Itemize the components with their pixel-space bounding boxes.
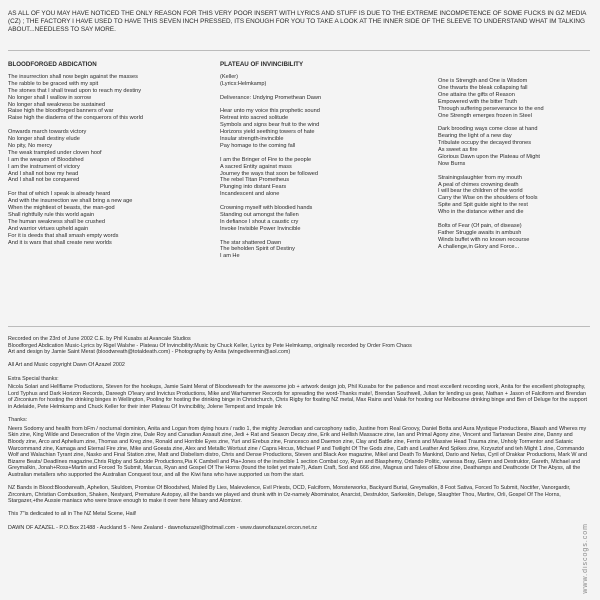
- lyric-line: No longer shall weakness be sustained: [8, 101, 106, 108]
- lyric-stanza: [438, 126, 588, 167]
- mid-divider: [8, 326, 590, 327]
- credits-line: Nicola Solari and Hellflame Productions, Steven for the hookups, Jamie Saint Merat of Bloodwreath for the awesome job + artwork design job, Phil Kusabs for the patience and most excellent recording work, Anita for the excellent photography, Lord Typhus and Dark Horizon Records, Dareegh O'leary and Invictus Productions, Mike and Warhammer Records for spreading the word-Thanks mate!, Brendan Southwell, Julian for lending us gear, Nathan + Jason of Falciform and Brendan of Zirconium for hosting the drinking binges in Wellington, Pooling for hosting the drinking binge in Christchurch, Chris Rigby for fixating NZ metal, Max Rains and Valak for hosting our Melbourne drinking binge and Ben of Deluge for the support in Adelaide, Pete Helmkamp and Chuck Keller for their inter Plateau Of Invincibility, Jolene Tempest and Impale Ink: [8, 384, 588, 410]
- lyric-line: Plunging into distant Fears: [220, 184, 287, 191]
- lyric-stanza: [220, 74, 420, 88]
- lyric-line: One Strength emerges frozen in Steel: [438, 112, 532, 119]
- lyric-line: A challenge,in Glory and Force...: [438, 243, 520, 250]
- lyric-line: A peal of chimes crowning death: [438, 181, 519, 188]
- lyric-line: Standing out amongst the fallen: [220, 211, 299, 218]
- lyric-line: For it is deeds that shall smash empty words: [8, 232, 119, 239]
- credits-block: [8, 376, 588, 411]
- lyric-stanza: [8, 191, 208, 246]
- lyric-line: The rebel Titan Prometheus: [220, 177, 290, 184]
- lyric-line: Journey the ways that soon be followed: [220, 170, 318, 177]
- lyric-line: Father Struggle awaits in ambush: [438, 229, 522, 236]
- lyric-line: Carry the Wise on the shoulders of fools: [438, 195, 538, 202]
- lyric-line: One attains the gifts of Reason: [438, 91, 515, 98]
- lyric-line: Through suffering perseverance to the end: [438, 105, 544, 112]
- lyric-line: The rabble to be graced with my spit: [8, 80, 99, 87]
- lyric-line: I will bear the children of the world: [438, 188, 523, 195]
- lyric-stanza: [438, 223, 588, 251]
- credits-line: All Art and Music copyright Dawn Of Azazel 2002: [8, 362, 125, 369]
- lyric-line: Hear unto my voice this prophetic sound: [220, 108, 320, 115]
- song-title: PLATEAU OF INVINCIBILITY: [220, 61, 304, 68]
- credits-heading: Extra Special thanks:: [8, 375, 59, 382]
- lyric-line: And I shall not be conquered: [8, 177, 80, 184]
- intro-statement: AS ALL OF YOU MAY HAVE NOTICED THE ONLY REASON FOR THIS VERY POOR INSERT WITH LYRICS AND STUFF IS DUE TO THE EXTREME INCOMPETENCE OF SOME FUCKS IN GZ MEDIA (CZ) ; THE FACTORY I HAVE USED TO HAVE THIS SEVEN INCH PRESSED, ITS ENOUGH FOR YOU TO TAKE A LOOK AT THE INNER SIDE OF THE SLEEVE TO UNDERSTAND WHAT IM TALKING ABOUT...NEEDLESS TO SAY MORE.: [8, 10, 587, 33]
- lyric-line: No pity, No mercy: [8, 142, 53, 149]
- lyric-line: (Keller): [220, 73, 239, 80]
- lyric-line: One thwarts the bleak collapsing fall: [438, 84, 528, 91]
- lyric-line: The stones that I shall tread upon to reach my destiny: [8, 87, 142, 94]
- top-divider: [8, 50, 590, 51]
- lyric-line: (Lyrics:Helmkamp): [220, 80, 267, 87]
- lyric-line: Bolts of Fear (Of pain, of disease): [438, 222, 522, 229]
- credits-block: [8, 417, 588, 478]
- credits-line: This 7"is dedicated to all in The NZ Metal Scene, Hail!: [8, 511, 137, 518]
- lyric-stanza: [220, 205, 420, 233]
- lyric-line: Spite and Spit guide sight to the rest: [438, 202, 528, 209]
- lyric-line: Crowning myself with bloodied hands: [220, 205, 313, 212]
- lyric-stanza: [438, 78, 588, 119]
- credits-block: [8, 511, 588, 518]
- lyric-line: Shall rightfully rule this world again: [8, 212, 95, 218]
- lyric-stanza: [8, 129, 208, 184]
- lyric-line: No longer shall destiny elude: [8, 136, 80, 143]
- lyric-line: The insurrection shall now begin against the masses: [8, 73, 138, 80]
- lyric-line: Glorious Dawn upon the Plateau of Might: [438, 153, 540, 160]
- lyric-line: Now Burns: [438, 160, 466, 167]
- lyric-line: Raise high the bloodforged banners of war: [8, 108, 114, 115]
- credits-line: NZ Bands in Blood:Bloodwreath, Aphelion, Skuldom, Promise Of Bloodshed, Misled By Lies, Malevolence, Evil Priests, OCD, Falciform, Monsterworks, Backyard Burial, Greymalkin, 8 Foot Sativa, Forced To Submit, Noctifer, Vanorgardir, Zirconium, Christian Combustion, Shaken, Nestyard, Premature Autopsy, all the bands we played and drunk with in Oz-namely Abominator, Anarcist, Destruktor, Sarkeskin, Deluge, Slaughter Thou, Martire, Orli, Gospel Of The Horns, Stargazer,+the Aussie maniacs who were brave enough to make it over here Misary and Atomizer.: [8, 485, 571, 505]
- lyric-line: Deliverance: Undying Promethean Dawn: [220, 94, 322, 101]
- lyrics-column-3: [438, 78, 588, 258]
- credits-block: [8, 336, 588, 356]
- lyric-stanza: [220, 157, 420, 198]
- lyric-line: The star shattered Dawn: [220, 239, 282, 246]
- lyric-line: Bearing the light of a new day: [438, 133, 512, 140]
- lyric-line: The beholden Spirit of Destiny: [220, 246, 295, 253]
- lyric-line: Retreat into sacred solitude: [220, 115, 289, 122]
- lyric-line: And it is wars that shall create new worlds: [8, 239, 112, 246]
- lyric-stanza: [438, 175, 588, 216]
- lyric-line: In defiance I shout a caustic cry: [220, 218, 299, 225]
- lyric-line: Invoke Invisible Power Invincible: [220, 225, 301, 232]
- lyric-line: Dark brooding ways come close at hand: [438, 126, 538, 133]
- lyric-line: I am He: [220, 253, 240, 260]
- credits-line: Neers Sodomy and health from bFm / nocturnal dominion, Anita and Logan from dying hours / radio 1, the mighty Jezrodian and carcophony radio, Justine from Real Groovy, Daniel Botta and Aura Mystique Productions, Blaash and Wheres my Skin zine, King Wilde and Desecration of the Virgin zine, Dale Roy and Canadian Assault zine, Jedi + Rat and Season Decay zine, Erik and Hellish Massacre zine, Ian and Primal Agony zine, Vincent and Tartarean Desire zine, Danny and Bloody zine, Arco and Aphelium zine, Thomas and Kreg zine, Ronald and Horrible Eyes zine, Yuri and Erebus zine, Francesco and Daemon zine, Clay and Battle zine, Ferris and Massive Head Trauma zine, Unholy Tormentor and Satanic Warcommand zine, Kamaga and Eternal Fire zine, Mike and Goeata zine, Alex and Metallic Wortuut zine / Capra Hircus, Michael P and Twilight Of The Gods zine, Cath and Leather And Spikes zine, Krzysztof and teh Might 1 zine, Commando Wolf and Walachian Tyrant zine, Nasko and Final Station zine, Matt and Disbelism distro, Chris and Dense Productions, Steven and Black Axe magazine, Mikel and Death To Mankind, Dario and Nefas, Cyril of Drakkar Productions, Mark W and Bizarre Beats/ Deadlines magazine,Chris Rigby and Subcide Productions,Pia K Cambell and Pia+Jones of the invincible 1 section Combat coy, Ryan and Blasphemy, Orlando Politic, vanessa Bray, Glenn and Destruktor, Gareth, Michael and Greymalkin, Jonah+Ross+Martin and Forced To Submit, Marcus, Ryan and Gospel Of The Horns (found the toilet yet mate?), Adam Craft, Sod and 666 zine, Magnus and Tales of Elbow zine, Deathamps and Deathcode Of The Abyss, all the Australian metallers who supported the Australian Conquest tour, and all the Kiwi fans who have supported us from the start.: [8, 425, 587, 478]
- lyric-line: And I shall not bow my head: [8, 170, 79, 177]
- lyric-line: Empowered with the bitter Truth: [438, 98, 517, 105]
- lyric-line: The weak trampled under cloven hoof: [8, 149, 102, 156]
- lyric-line: I am the weapon of Bloodshed: [8, 156, 84, 163]
- watermark: www.discogs.com: [582, 523, 589, 594]
- credits-block: [8, 362, 588, 369]
- lyric-line: Insular strength-invincible: [220, 136, 284, 143]
- credits-line: DAWN OF AZAZEL - P.O.Box 21488 - Auckland 5 - New Zealand - dawnofazazel@hotmail.com - www.dawnofazazel.orcon.net.nz: [8, 524, 318, 531]
- lyric-line: Pay homage to the coming fall: [220, 142, 296, 149]
- lyric-line: And with the insurrection we shall bring a new age: [8, 198, 133, 205]
- lyric-stanza: [220, 95, 420, 102]
- credits-line: Recorded on the 23rd of June 2002 C.E. by Phil Kusabs at Avancale Studios: [8, 336, 191, 342]
- lyric-line: As sweet as fire: [438, 147, 478, 154]
- credits-block: [8, 525, 588, 532]
- credits-line: Art and design by Jamie Saint Merat (bloodwreath@totaldeath.com) - Photography by Anita (wingedivermin@aol.com): [8, 349, 291, 356]
- credits-block: [8, 485, 588, 505]
- lyric-line: Strainingslaughter from my mouth: [438, 174, 522, 181]
- credits-heading: Thanks:: [8, 417, 28, 424]
- lyrics-column-1: [8, 62, 208, 253]
- lyric-line: Onwards march towards victory: [8, 129, 87, 136]
- lyric-line: And warrior virtues upheld again: [8, 225, 89, 232]
- lyric-line: Horizons yield seething towers of hate: [220, 129, 315, 136]
- lyric-line: Symbols and signs bear fruit to the wind: [220, 122, 320, 129]
- lyric-line: No longer shall I wallow in sorrow: [8, 94, 92, 101]
- lyrics-column-2: [220, 62, 420, 267]
- lyric-stanza: [220, 240, 420, 261]
- lyric-line: I am the instrument of victory: [8, 163, 80, 170]
- lyric-line: I am the Bringer of Fire to the people: [220, 156, 312, 163]
- lyric-line: When the mightiest of beasts, the man-god: [8, 205, 115, 212]
- lyric-line: The human weakness shall be crushed: [8, 218, 106, 225]
- lyric-line: Who in the distance wither and die: [438, 209, 524, 216]
- lyric-line: A sacred Entity against mass: [220, 163, 292, 170]
- lyric-line: Winds buffet with no known recourse: [438, 236, 530, 243]
- lyric-line: One is Strength and One is Wisdom: [438, 78, 528, 84]
- credits-line: Bloodforged Abdication Music-Lyrics by Rigel Walshe - Plateau Of Invincibility:Music by Chuck Keller, Lyrics by Pete Helmkamp, originally recorded by Order From Chaos: [8, 342, 412, 349]
- lyric-stanza: [8, 74, 208, 122]
- lyric-line: For that of which I speak is already heard: [8, 191, 111, 198]
- credits-section: [8, 336, 588, 538]
- lyric-line: Raise high the diadems of the conquerors of this world: [8, 115, 143, 122]
- song-title: BLOODFORGED ABDICATION: [8, 61, 97, 68]
- lyric-stanza: [220, 108, 420, 149]
- lyric-line: Incandescent and alone: [220, 191, 280, 198]
- lyric-line: Tribulate occupy the decayed thrones: [438, 140, 532, 147]
